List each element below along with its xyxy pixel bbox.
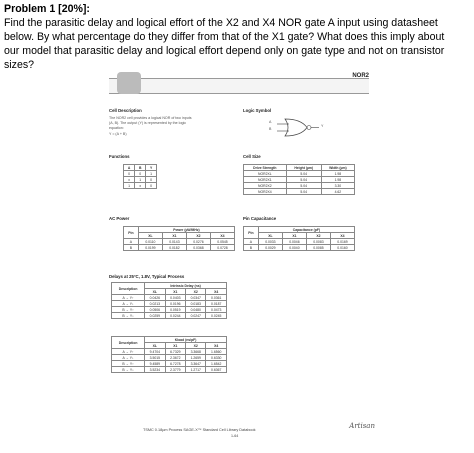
table-cell: 2.3672 — [165, 355, 185, 361]
table-cell: 5.04 — [286, 177, 321, 183]
table-header-cell: X2 — [186, 343, 206, 349]
table-cell: 2.3779 — [165, 367, 185, 373]
table-cell: 0.0728 — [210, 245, 234, 251]
problem-line-2: below. By what percentage do they differ from that of the X1 gate? What does this imply about — [4, 31, 445, 43]
table-cell: 1.2659 — [186, 355, 206, 361]
datasheet-header-bar — [109, 78, 369, 94]
table-cell: 3.3668 — [186, 349, 206, 355]
table-cell: 9.4704 — [145, 349, 165, 355]
logic-equation: Y = (A + B) — [109, 132, 127, 136]
table-cell: 0.0519 — [165, 307, 185, 313]
cell-size-title: Cell Size — [243, 154, 261, 159]
table-cell: 3.3647 — [186, 361, 206, 367]
table-cell: 3.5234 — [145, 367, 165, 373]
datasheet-image — [103, 70, 383, 442]
functions-table — [123, 164, 157, 189]
table-header-cell: X1 — [282, 233, 306, 239]
table-row — [244, 189, 355, 195]
table-cell: 1.98 — [321, 171, 354, 177]
table-cell: B — [244, 245, 259, 251]
table-cell: 1.98 — [321, 177, 354, 183]
logic-symbol-title: Logic Symbol — [243, 108, 272, 113]
delays-title: Delays at 25°C, 1.8V, Typical Process — [109, 274, 185, 279]
table-cell: 0.0169 — [330, 239, 354, 245]
table-cell: 0.0182 — [162, 245, 186, 251]
artisan-logo-icon — [117, 72, 141, 94]
cell-size-table — [243, 164, 355, 195]
table-cell: NOR2X4 — [244, 189, 287, 195]
table-cell: 0.0110 — [138, 239, 162, 245]
table-cell: 9.4589 — [145, 361, 165, 367]
table-cell: 3.5015 — [145, 355, 165, 361]
table-cell: 1.6542 — [206, 361, 227, 367]
table-cell: 0.6367 — [206, 367, 227, 373]
table-cell: 0.0196 — [165, 301, 185, 307]
table-cell: 0.0199 — [138, 245, 162, 251]
functions-title: Functions — [109, 154, 130, 159]
table-cell: 5.04 — [286, 189, 321, 195]
table-header-cell: X1 — [165, 289, 185, 295]
table-header-cell: X2 — [186, 289, 206, 295]
table-cell: 0.0545 — [210, 239, 234, 245]
table-cell: 0.0259 — [145, 313, 165, 319]
table-header-cell: X4 — [206, 289, 227, 295]
table-cell: NOR2X2 — [244, 183, 287, 189]
table-cell: 3.30 — [321, 183, 354, 189]
table-cell: 0.0347 — [186, 295, 206, 301]
table-cell: 0.0033 — [258, 239, 282, 245]
table-group-header: Kload (ns/pF) — [145, 337, 227, 343]
table-cell: x — [124, 177, 135, 183]
table-row — [244, 245, 355, 251]
table-header-cell: X1 — [162, 233, 186, 239]
table-cell: 0 — [146, 183, 157, 189]
table-cell: A → Y↑ — [112, 349, 145, 355]
table-cell: 1 — [124, 183, 135, 189]
datasheet-footer: TSMC 0.18µm Process SAGE-X™ Standard Cell Library Databook — [143, 428, 256, 432]
table-cell: 1.2717 — [186, 367, 206, 373]
table-group-header: Capacitance (pF) — [258, 227, 354, 233]
table-cell: 0.0403 — [165, 295, 185, 301]
table-cell: 0.0046 — [282, 239, 306, 245]
table-cell: 0.0213 — [145, 301, 165, 307]
table-cell: 0.0245 — [206, 313, 227, 319]
table-row — [112, 367, 227, 373]
table-header-cell: X4 — [330, 233, 354, 239]
table-header-cell: X4 — [206, 343, 227, 349]
problem-line-3: our model that parasitic delay and logical effort depend only on gate type and not on transistor — [4, 45, 445, 57]
cell-description-text — [109, 116, 229, 137]
symbol-label-y: Y — [321, 124, 324, 128]
table-cell: 6.7329 — [165, 349, 185, 355]
table-cell: 0.0361 — [206, 295, 227, 301]
table-row-header: Pin — [244, 227, 259, 239]
table-cell: 0.0247 — [186, 313, 206, 319]
table-cell: A → Y↓ — [112, 355, 145, 361]
symbol-label-b: B — [269, 127, 272, 131]
table-header-cell: XL — [145, 289, 165, 295]
table-header-cell: B — [135, 165, 146, 171]
table-cell: 0.0473 — [206, 307, 227, 313]
table-cell: 6.7278 — [165, 361, 185, 367]
pin-capacitance-title: Pin Capacitance — [243, 216, 277, 221]
pin-capacitance-table — [243, 226, 355, 251]
table-cell: 1 — [146, 171, 157, 177]
table-cell: 0.0187 — [206, 301, 227, 307]
table-header-cell: Height (µm) — [286, 165, 321, 171]
table-header-cell: X4 — [210, 233, 234, 239]
table-cell: A — [124, 239, 139, 245]
problem-text — [4, 2, 470, 72]
table-cell: B → Y↓ — [112, 367, 145, 373]
table-cell: 0.0368 — [186, 245, 210, 251]
table-header-cell: Width (µm) — [321, 165, 354, 171]
table-cell: 5.04 — [286, 171, 321, 177]
table-row-header: Description — [112, 283, 145, 295]
cell-desc-line-2: (A, B). The output (Y) is represented by the logic — [109, 121, 187, 125]
table-group-header: Power (µW/MHz) — [138, 227, 234, 233]
table-header-cell: XL — [145, 343, 165, 349]
table-cell: 0.0244 — [165, 313, 185, 319]
table-row — [124, 183, 157, 189]
table-cell: B → Y↓ — [112, 313, 145, 319]
table-cell: 0.0083 — [306, 239, 330, 245]
cell-desc-line-1: The NOR2 cell provides a logical NOR of two inputs — [109, 116, 192, 120]
table-cell: NOR2XL — [244, 171, 287, 177]
table-header-cell: X2 — [306, 233, 330, 239]
symbol-label-a: A — [269, 120, 272, 124]
table-header-cell: A — [124, 165, 135, 171]
table-cell: 1.6560 — [206, 349, 227, 355]
cell-desc-line-3: equation: — [109, 126, 124, 130]
table-header-cell: Y — [146, 165, 157, 171]
gate-name: NOR2 — [352, 73, 369, 79]
table-header-cell: X1 — [165, 343, 185, 349]
table-cell: B → Y↑ — [112, 361, 145, 367]
table-cell: 0 — [135, 171, 146, 177]
problem-title: Problem 1 [20%]: — [4, 3, 90, 15]
ac-power-title: AC Power — [109, 216, 130, 221]
table-row-header: Description — [112, 337, 145, 349]
table-cell: A → Y↑ — [112, 295, 145, 301]
table-header-cell: Drive Strength — [244, 165, 287, 171]
table-cell: 0.0183 — [186, 301, 206, 307]
table-cell: 0.6330 — [206, 355, 227, 361]
table-cell: NOR2X1 — [244, 177, 287, 183]
table-cell: A → Y↓ — [112, 301, 145, 307]
table-cell: 0.0040 — [282, 245, 306, 251]
table-cell: 0.0085 — [306, 245, 330, 251]
table-cell: 4.62 — [321, 189, 354, 195]
intrinsic-delay-table — [111, 282, 227, 319]
table-cell: 0.0426 — [145, 295, 165, 301]
table-cell: 0.0143 — [162, 239, 186, 245]
kload-table — [111, 336, 227, 373]
table-cell: 5.04 — [286, 183, 321, 189]
table-row-header: Pin — [124, 227, 139, 239]
table-row — [112, 313, 227, 319]
datasheet-page-number: 1-64 — [231, 434, 239, 438]
table-cell: 0.0480 — [186, 307, 206, 313]
cell-description-title: Cell Description — [109, 108, 142, 113]
ac-power-table — [123, 226, 235, 251]
table-header-cell: XL — [138, 233, 162, 239]
table-cell: 0.0276 — [186, 239, 210, 245]
table-cell: A — [244, 239, 259, 245]
table-cell: 0.0029 — [258, 245, 282, 251]
table-cell: 0.0506 — [145, 307, 165, 313]
table-cell: x — [135, 183, 146, 189]
table-cell: B → Y↑ — [112, 307, 145, 313]
table-cell: B — [124, 245, 139, 251]
artisan-brand: Artisan — [349, 422, 375, 430]
table-group-header: Intrinsic Delay (ns) — [145, 283, 227, 289]
problem-line-4: sizes? — [4, 59, 35, 71]
table-row — [124, 245, 235, 251]
table-header-cell: XL — [258, 233, 282, 239]
table-header-cell: X2 — [186, 233, 210, 239]
table-cell: 0 — [124, 171, 135, 177]
problem-line-1: Find the parasitic delay and logical effort of the X2 and X4 NOR gate A input using datasheet — [4, 17, 438, 29]
table-cell: 0 — [146, 177, 157, 183]
table-cell: 0.0160 — [330, 245, 354, 251]
table-cell: 1 — [135, 177, 146, 183]
